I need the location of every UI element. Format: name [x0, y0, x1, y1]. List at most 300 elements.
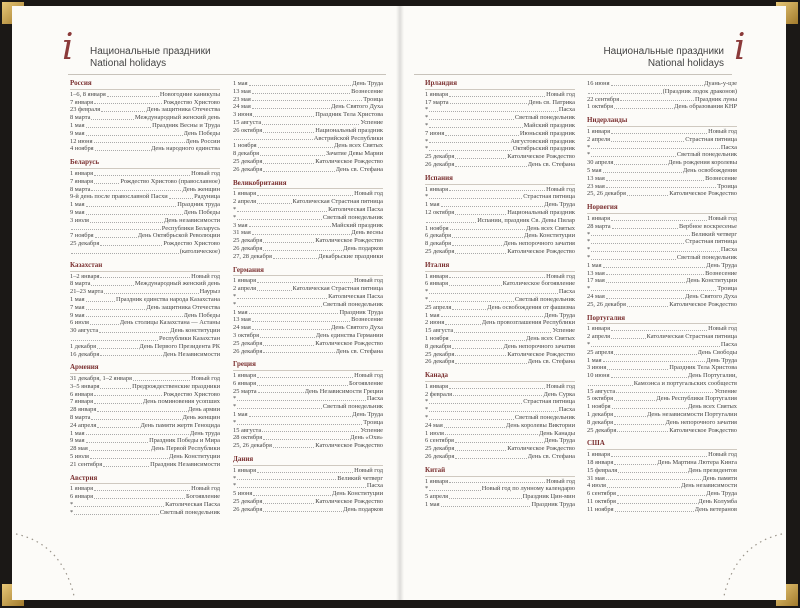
holiday-row	[587, 372, 737, 380]
holiday-row	[425, 248, 575, 256]
holiday-row	[70, 209, 220, 217]
dotted-leader	[449, 186, 545, 192]
holiday-date: *	[70, 501, 74, 509]
holiday-name: День Победы	[183, 129, 220, 137]
holiday-name: Рождество Христово	[163, 240, 220, 248]
holiday-name: Праздник труда	[177, 201, 220, 209]
holiday-name: День непорочного зачатия	[665, 418, 737, 426]
title-ru: Национальные праздники	[603, 46, 724, 57]
holiday-date: *	[425, 137, 429, 145]
dotted-leader	[253, 111, 314, 117]
holiday-name: Католическое Рождество	[507, 153, 575, 161]
holiday-name: Новый год	[546, 477, 575, 485]
dotted-leader	[588, 88, 662, 94]
dotted-leader	[100, 351, 161, 357]
dotted-leader	[611, 215, 707, 221]
holiday-date: 1 января	[587, 451, 611, 459]
holiday-date: 13 мая	[587, 269, 605, 277]
dotted-leader	[97, 406, 187, 412]
dotted-leader	[603, 167, 682, 173]
holiday-date: 6 января	[70, 390, 94, 398]
holiday-date: *	[587, 238, 591, 246]
holiday-row	[587, 136, 737, 144]
holiday-date: 1 января	[233, 190, 257, 198]
holiday-row	[233, 498, 383, 506]
holiday-name: Праздник Цин-мин	[522, 493, 575, 501]
holiday-row	[70, 335, 220, 343]
holiday-name: День женщин	[182, 185, 220, 193]
holiday-name: Пасха	[366, 482, 383, 490]
holiday-date: 13 мая	[233, 316, 251, 324]
dotted-leader	[100, 273, 190, 279]
holiday-row	[425, 99, 575, 107]
holiday-row	[587, 349, 737, 357]
holiday-row	[425, 445, 575, 453]
holiday-row	[587, 490, 737, 498]
holiday-row	[70, 445, 220, 453]
holiday-name: Великий четверг	[337, 474, 383, 482]
holiday-name: Национальный праздник	[315, 126, 383, 134]
holiday-row	[70, 493, 220, 501]
dotted-leader	[252, 103, 330, 109]
holiday-name: Новый год	[708, 325, 737, 333]
holiday-row	[233, 253, 383, 261]
holiday-date: 25 декабря	[425, 350, 455, 358]
holiday-row	[587, 341, 737, 349]
holiday-name: Католическое Рождество	[315, 442, 383, 450]
holiday-date: 28 мая	[70, 445, 88, 453]
dotted-leader	[606, 293, 684, 299]
holiday-date: 8 декабря	[425, 240, 452, 248]
holiday-name: День всех Святых	[333, 142, 383, 150]
dotted-leader	[455, 209, 506, 215]
dotted-leader	[606, 475, 702, 481]
dotted-leader	[237, 293, 327, 299]
holiday-name: День подарков	[343, 244, 383, 252]
holiday-name: День Труда	[544, 201, 575, 209]
holiday-date: 2 апреля	[233, 285, 257, 293]
holiday-name: Новый год	[354, 190, 383, 198]
holiday-row	[70, 225, 220, 233]
holiday-name: Католическая Пасха	[165, 501, 220, 509]
dotted-leader	[429, 145, 512, 151]
holiday-date: 1 мая	[425, 201, 440, 209]
holiday-name: Пасха	[720, 340, 737, 348]
holiday-name: Испании, праздник Св. Девы Пилар	[477, 216, 575, 224]
holiday-date: 8 декабря	[425, 342, 452, 350]
holiday-date: 3 июня	[233, 111, 253, 119]
country-name: Португалия	[587, 315, 737, 325]
holiday-date: 26 декабря	[425, 453, 455, 461]
left-page-title	[90, 46, 290, 70]
dotted-leader	[94, 391, 162, 397]
holiday-name: Новый год	[191, 272, 220, 280]
holiday-date: 10 июня	[587, 372, 610, 380]
holiday-name: Праздник Труда	[339, 308, 383, 316]
holiday-date: *	[587, 151, 591, 159]
holiday-row	[233, 482, 383, 490]
dotted-leader	[611, 80, 704, 86]
holiday-row	[587, 223, 737, 231]
holiday-date: 5 июня	[233, 490, 253, 498]
dotted-leader	[94, 170, 190, 176]
holiday-date: 21 сентября	[70, 460, 103, 468]
holiday-date: 1 мая	[425, 311, 440, 319]
holiday-row	[70, 391, 220, 399]
holiday-name: День защитника Отечества	[146, 303, 220, 311]
holiday-date: 26 октября	[233, 126, 263, 134]
holiday-date: 5 мая	[587, 166, 602, 174]
dotted-leader	[611, 325, 707, 331]
holiday-date: 31 мая	[233, 229, 251, 237]
holiday-name: Рождество Христово	[163, 98, 220, 106]
holiday-row	[233, 467, 383, 475]
holiday-row	[233, 285, 383, 293]
holiday-date: 6 января	[70, 493, 94, 501]
holiday-date: 30 апреля	[587, 159, 614, 167]
holiday-name: Пасха	[720, 143, 737, 151]
holiday-name: День освобождения от фашизма	[487, 303, 575, 311]
holiday-name: День св. Стефана	[527, 160, 575, 168]
holiday-column	[233, 80, 383, 520]
holiday-date: 24 мая	[587, 292, 605, 300]
dotted-leader	[455, 437, 543, 443]
holiday-name: День ветеранов	[694, 505, 737, 513]
holiday-name: Троица	[363, 418, 383, 426]
holiday-date: *	[233, 300, 237, 308]
holiday-row	[425, 453, 575, 461]
holiday-date: 1 мая	[70, 295, 85, 303]
holiday-name: Страстная пятница	[523, 193, 575, 201]
holiday-date: 25 декабря	[425, 445, 455, 453]
dotted-leader	[453, 391, 542, 397]
holiday-date: 28 октября	[233, 434, 263, 442]
holiday-name: Троица	[363, 95, 383, 103]
holiday-name: День королевы Виктории	[505, 421, 575, 429]
dotted-leader	[252, 324, 330, 330]
holiday-date: 12 июня	[70, 137, 93, 145]
dotted-leader	[611, 451, 707, 457]
holiday-name: День провозглашения Республики	[481, 319, 575, 327]
dotted-leader	[86, 437, 149, 443]
holiday-row	[233, 293, 383, 301]
holiday-name: Католическая Страстная пятница	[646, 333, 737, 341]
country-section	[70, 364, 220, 468]
holiday-row	[587, 270, 737, 278]
holiday-row	[425, 153, 575, 161]
holiday-date: 26 декабря	[233, 505, 263, 513]
holiday-name: Светлый понедельник	[676, 253, 737, 261]
holiday-date: 1 мая	[233, 411, 248, 419]
dotted-leader	[607, 482, 680, 488]
holiday-name: День «Охи»	[350, 434, 383, 442]
holiday-row	[70, 437, 220, 445]
dotted-leader	[429, 114, 514, 120]
holiday-name: Католическое Рождество	[669, 300, 737, 308]
holiday-name: Католическое Рождество	[315, 237, 383, 245]
holiday-row	[425, 312, 575, 320]
holiday-name: Вознесение	[351, 87, 383, 95]
holiday-column	[425, 80, 575, 515]
dotted-leader	[614, 103, 673, 109]
holiday-date: *	[233, 213, 237, 221]
holiday-name: День св. Стефана	[527, 453, 575, 461]
holiday-row	[233, 142, 383, 150]
holiday-row	[233, 166, 383, 174]
holiday-row	[425, 343, 575, 351]
dotted-leader	[257, 277, 353, 283]
dotted-leader	[611, 333, 645, 339]
holiday-date: 25 декабря	[425, 247, 455, 255]
holiday-date: 8 марта	[70, 414, 91, 422]
holiday-row	[70, 406, 220, 414]
dotted-leader	[591, 254, 676, 260]
holiday-name: Католическое Рождество	[507, 350, 575, 358]
holiday-date: 6 января	[233, 379, 257, 387]
country-section	[233, 361, 383, 450]
dotted-leader	[455, 358, 526, 364]
holiday-name: День поминовения усопших	[142, 398, 220, 406]
dotted-leader	[104, 288, 198, 294]
dotted-leader	[263, 434, 349, 440]
holiday-date: 1 мая	[425, 501, 440, 509]
holiday-row	[233, 348, 383, 356]
holiday-name: День Святого Духа	[330, 324, 383, 332]
holiday-date: 1 января	[233, 372, 257, 380]
holiday-date: *	[587, 285, 591, 293]
holiday-name: Светлый понедельник	[322, 403, 383, 411]
holiday-date: 9 мая	[70, 437, 85, 445]
country-section	[70, 80, 220, 153]
holiday-row	[70, 186, 220, 194]
holiday-row	[425, 288, 575, 296]
holiday-row	[70, 414, 220, 422]
holiday-name: Праздник Победы и Мира	[149, 437, 220, 445]
dotted-leader	[591, 341, 720, 347]
dotted-leader	[237, 206, 327, 212]
holiday-row	[425, 398, 575, 406]
holiday-date: *	[587, 143, 591, 151]
holiday-name: Австрийской Республики	[313, 134, 383, 142]
holiday-date: 16 декабря	[70, 350, 100, 358]
holiday-name: День Труда	[352, 411, 383, 419]
holiday-row	[587, 459, 737, 467]
holiday-date: *	[233, 292, 237, 300]
dotted-leader	[445, 319, 480, 325]
holiday-name: Радуница	[194, 193, 220, 201]
holiday-date: 1 января	[425, 382, 449, 390]
dotted-leader	[252, 96, 363, 102]
holiday-date: 28 января	[70, 406, 97, 414]
dotted-leader	[133, 375, 190, 381]
holiday-date: 24 мая	[233, 103, 251, 111]
holiday-row	[233, 475, 383, 483]
dotted-leader	[445, 430, 538, 436]
holiday-date: 25, 26 декабря	[587, 300, 626, 308]
holiday-date: 26 декабря	[425, 358, 455, 366]
holiday-date: 11 ноября	[587, 505, 614, 513]
holiday-date: *	[587, 230, 591, 238]
country-section	[587, 204, 737, 308]
holiday-row	[587, 467, 737, 475]
holiday-name: День России	[185, 137, 220, 145]
dotted-leader	[257, 372, 353, 378]
title-en: National holidays	[647, 58, 724, 69]
dotted-corner-ornament-left	[14, 530, 84, 600]
dotted-leader	[263, 340, 314, 346]
country-section	[233, 80, 383, 174]
dotted-leader	[450, 225, 525, 231]
holiday-row	[70, 248, 220, 256]
holiday-name: День Независимости	[162, 350, 220, 358]
dotted-leader	[449, 91, 545, 97]
holiday-name: День независимости	[680, 482, 737, 490]
holiday-name: Успение	[552, 327, 575, 335]
holiday-date: 26 декабря	[425, 160, 455, 168]
right-header-rule	[414, 74, 732, 75]
holiday-row	[425, 391, 575, 399]
dotted-leader	[71, 335, 158, 341]
holiday-row	[70, 114, 220, 122]
dotted-leader	[237, 395, 366, 401]
holiday-name: День Конституции	[169, 453, 220, 461]
holiday-name: День всех Святых	[525, 334, 575, 342]
holiday-name: Страстная пятница	[685, 135, 737, 143]
holiday-row	[70, 240, 220, 248]
dotted-leader	[71, 225, 161, 231]
dotted-leader	[94, 485, 190, 491]
holiday-date: 25 декабря	[425, 153, 455, 161]
holiday-row	[70, 296, 220, 304]
holiday-date: 25 марта	[233, 387, 257, 395]
dotted-leader	[450, 99, 527, 105]
holiday-date: 1 мая	[587, 356, 602, 364]
dotted-leader	[616, 388, 713, 394]
country-section	[70, 159, 220, 256]
holiday-date: 6 декабря	[425, 232, 452, 240]
holiday-name: День непорочного зачатия	[503, 342, 575, 350]
dotted-leader	[91, 414, 181, 420]
dotted-leader	[441, 312, 544, 318]
holiday-date: 1 ноября	[233, 142, 257, 150]
country-section	[425, 262, 575, 366]
holiday-row	[233, 119, 383, 127]
holiday-name: Новый год	[708, 451, 737, 459]
holiday-name: Новый год	[191, 169, 220, 177]
holiday-name: Октябрьский праздник	[512, 145, 575, 153]
holiday-date: 7 ноября	[70, 232, 94, 240]
holiday-name: Новый год	[354, 466, 383, 474]
holiday-row	[425, 501, 575, 509]
holiday-name: День Победы	[183, 208, 220, 216]
holiday-name: День всех Святых	[525, 224, 575, 232]
holiday-date: 1 мая	[587, 261, 602, 269]
holiday-name: Декабрьские праздники	[318, 252, 383, 260]
holiday-name: Светлый понедельник	[322, 300, 383, 308]
holiday-name: Рождество Христово	[163, 390, 220, 398]
holiday-name: День непорочного зачатия	[503, 240, 575, 248]
holiday-name: День Конституции	[686, 277, 737, 285]
dotted-leader	[237, 482, 366, 488]
holiday-date: 1 января	[587, 214, 611, 222]
dotted-leader	[100, 240, 162, 246]
holiday-row	[587, 498, 737, 506]
dotted-leader	[627, 301, 668, 307]
holiday-name: День образования КНР	[674, 103, 737, 111]
holiday-name: (Праздник лодок драконов)	[662, 87, 737, 95]
country-name: Беларусь	[70, 159, 220, 169]
dotted-leader	[591, 231, 690, 237]
country-name: Казахстан	[70, 262, 220, 272]
dotted-leader	[429, 122, 522, 128]
holiday-row	[70, 304, 220, 312]
holiday-name: Католическое Рождество	[507, 445, 575, 453]
holiday-name: День единства Германии	[315, 331, 383, 339]
holiday-row	[233, 434, 383, 442]
dotted-leader	[429, 106, 558, 112]
holiday-date: 30 августа	[70, 327, 99, 335]
holiday-row	[70, 145, 220, 153]
holiday-date: 1 ноября	[587, 403, 611, 411]
holiday-name: Католическое богоявление	[502, 280, 575, 288]
dotted-leader	[441, 501, 531, 507]
dotted-leader	[86, 312, 183, 318]
holiday-date: 8 декабря	[587, 418, 614, 426]
holiday-row	[233, 340, 383, 348]
holiday-row	[425, 209, 575, 217]
holiday-date: 1 января	[233, 466, 257, 474]
country-section	[587, 440, 737, 513]
dotted-leader	[86, 430, 189, 436]
holiday-date: 2 апреля	[587, 135, 611, 143]
holiday-date: 25, 26 декабря	[233, 442, 272, 450]
holiday-row	[425, 358, 575, 366]
holiday-name: Национальный праздник	[507, 208, 575, 216]
holiday-name: Праздник луны	[695, 95, 737, 103]
holiday-row	[425, 232, 575, 240]
holiday-name: Католическое Рождество	[315, 498, 383, 506]
holiday-row	[233, 206, 383, 214]
holiday-name: Католическая Пасха	[328, 205, 383, 213]
dotted-leader	[617, 490, 705, 496]
holiday-row	[233, 103, 383, 111]
dotted-leader	[452, 343, 502, 349]
holiday-name: День армии	[187, 406, 220, 414]
holiday-date: 7 июня	[425, 129, 445, 137]
holiday-row	[233, 158, 383, 166]
holiday-date: *	[425, 288, 429, 296]
holiday-row	[425, 383, 575, 391]
book-spine	[396, 6, 404, 600]
dotted-leader	[169, 193, 193, 199]
holiday-date: *	[233, 205, 237, 213]
title-en: National holidays	[90, 58, 167, 69]
country-name: Нидерланды	[587, 117, 737, 127]
country-section	[233, 180, 383, 261]
holiday-row	[70, 138, 220, 146]
holiday-date: 8 марта	[70, 185, 91, 193]
country-name: Канада	[425, 372, 575, 382]
country-section	[425, 467, 575, 509]
holiday-date: 25 декабря	[70, 240, 100, 248]
holiday-date: 15 августа	[425, 327, 454, 335]
dotted-leader	[97, 422, 139, 428]
holiday-row	[233, 419, 383, 427]
holiday-row	[425, 130, 575, 138]
holiday-row	[70, 106, 220, 114]
dotted-leader	[258, 388, 304, 394]
dotted-leader	[614, 419, 664, 425]
